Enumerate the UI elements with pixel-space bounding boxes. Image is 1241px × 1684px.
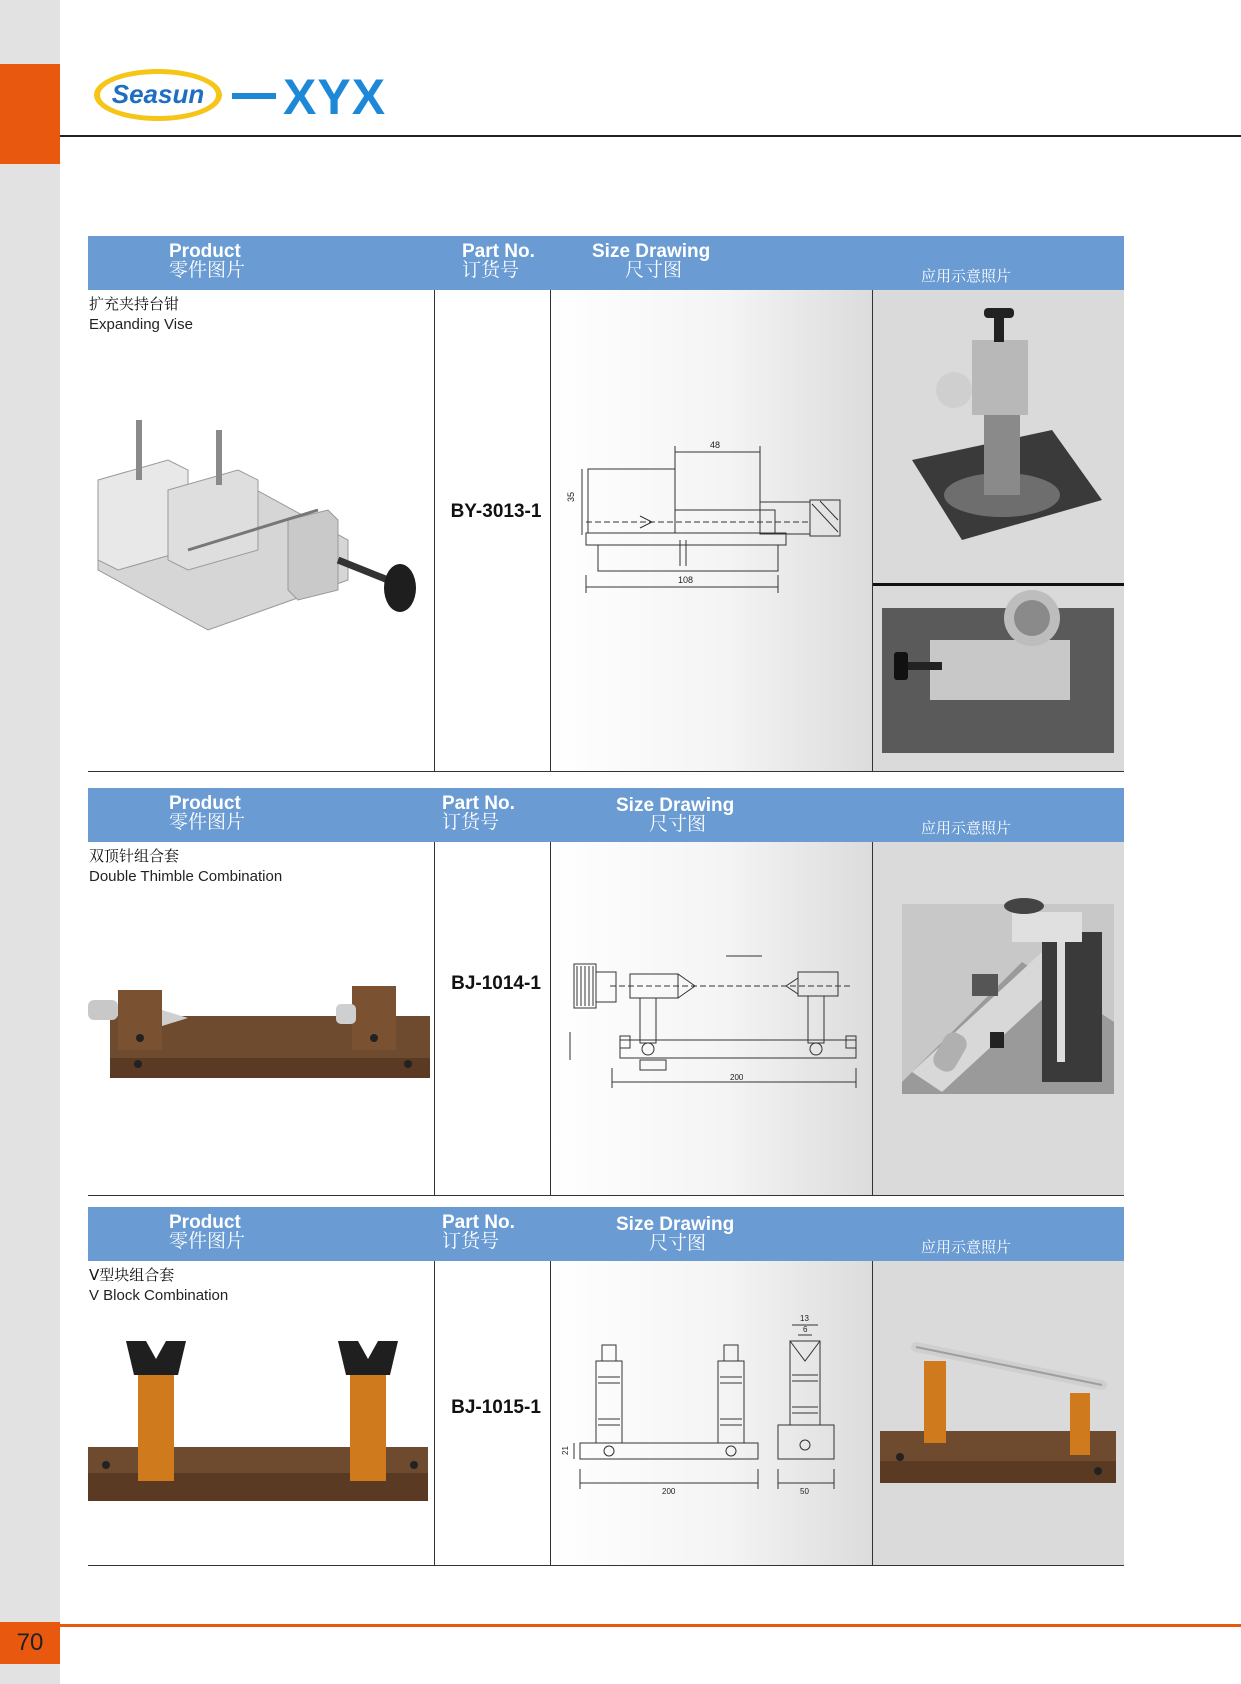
header-partno-en: Part No. — [442, 1212, 515, 1233]
application-photo — [872, 1261, 1124, 1565]
dim-label: 200 — [730, 1073, 744, 1082]
application-photo — [872, 290, 1124, 771]
header-size-cn: 尺寸图 — [649, 814, 707, 835]
product-row — [88, 290, 1124, 772]
column-divider — [434, 842, 435, 1195]
product-section-2 — [88, 788, 1124, 1196]
dim-label: 50 — [800, 1487, 809, 1496]
dim-label: 21 — [561, 1446, 570, 1455]
product-name-cn: 双顶针组合套 — [89, 847, 180, 865]
logo-dash — [232, 93, 276, 99]
product-row — [88, 1261, 1124, 1566]
header-partno-cn: 订货号 — [462, 260, 520, 281]
product-name-cn: V型块组合套 — [89, 1266, 175, 1284]
column-divider — [872, 842, 873, 1195]
page-number: 70 — [16, 1629, 44, 1656]
table-header — [88, 1207, 1124, 1261]
header-product-cn: 零件图片 — [169, 1231, 246, 1252]
part-number: BY-3013-1 — [450, 501, 542, 522]
header-size-cn: 尺寸图 — [625, 260, 683, 281]
seasun-logo — [92, 66, 227, 124]
header-application: 应用示意照片 — [921, 268, 1012, 285]
application-photo-cell — [872, 842, 1124, 1195]
footer-rule — [60, 1624, 1241, 1627]
series-title: XYX — [283, 69, 387, 125]
table-header — [88, 236, 1124, 290]
product-name-en: V Block Combination — [89, 1287, 229, 1304]
header-product-cn: 零件图片 — [169, 260, 246, 281]
header-size-en: Size Drawing — [592, 241, 711, 262]
header-product-en: Product — [169, 793, 241, 814]
dim-label: 48 — [710, 440, 721, 450]
header-application: 应用示意照片 — [921, 1239, 1012, 1256]
dim-label: 108 — [678, 575, 694, 585]
svg-text:Seasun: Seasun — [111, 79, 205, 109]
orange-tab — [0, 64, 60, 164]
size-drawing — [550, 842, 872, 1195]
application-photo — [872, 842, 1124, 1195]
drawing-cell — [550, 290, 872, 771]
drawing-cell — [550, 842, 872, 1195]
column-divider — [550, 842, 551, 1195]
product-photo — [88, 420, 434, 640]
part-number: BJ-1015-1 — [451, 1397, 541, 1418]
product-section-3 — [88, 1207, 1124, 1566]
application-photo-cell — [872, 1261, 1124, 1565]
dim-label: 6 — [803, 1325, 808, 1334]
header-application: 应用示意照片 — [921, 820, 1012, 837]
column-divider — [550, 1261, 551, 1565]
header-size-en: Size Drawing — [616, 1214, 735, 1235]
size-drawing — [550, 290, 872, 771]
column-divider — [434, 290, 435, 771]
application-photo-cell — [872, 290, 1124, 771]
product-row — [88, 842, 1124, 1196]
column-divider — [872, 1261, 873, 1565]
header-partno-en: Part No. — [442, 793, 515, 814]
column-divider — [872, 290, 873, 771]
product-name-en: Expanding Vise — [89, 316, 193, 333]
header-size-cn: 尺寸图 — [649, 1233, 707, 1254]
drawing-cell — [550, 1261, 872, 1565]
photo-divider — [872, 583, 1124, 586]
product-section-1 — [88, 236, 1124, 772]
header-partno-cn: 订货号 — [442, 812, 500, 833]
table-header — [88, 788, 1124, 842]
part-number: BJ-1014-1 — [451, 973, 541, 994]
header-partno-cn: 订货号 — [442, 1231, 500, 1252]
dim-label: 200 — [662, 1487, 676, 1496]
header-product-cn: 零件图片 — [169, 812, 246, 833]
column-divider — [550, 290, 551, 771]
header-product-en: Product — [169, 241, 241, 262]
product-name-cn: 扩充夹持台钳 — [89, 295, 180, 313]
product-photo — [88, 980, 434, 1100]
header-product-en: Product — [169, 1212, 241, 1233]
header-size-en: Size Drawing — [616, 795, 735, 816]
column-divider — [434, 1261, 435, 1565]
header-partno-en: Part No. — [462, 241, 535, 262]
dim-label: 13 — [800, 1314, 809, 1323]
product-name-en: Double Thimble Combination — [89, 868, 283, 885]
size-drawing — [550, 1261, 872, 1565]
dim-label: 35 — [566, 491, 576, 502]
product-photo — [88, 1341, 434, 1511]
header-rule — [60, 135, 1241, 137]
left-sidebar — [0, 0, 60, 1684]
